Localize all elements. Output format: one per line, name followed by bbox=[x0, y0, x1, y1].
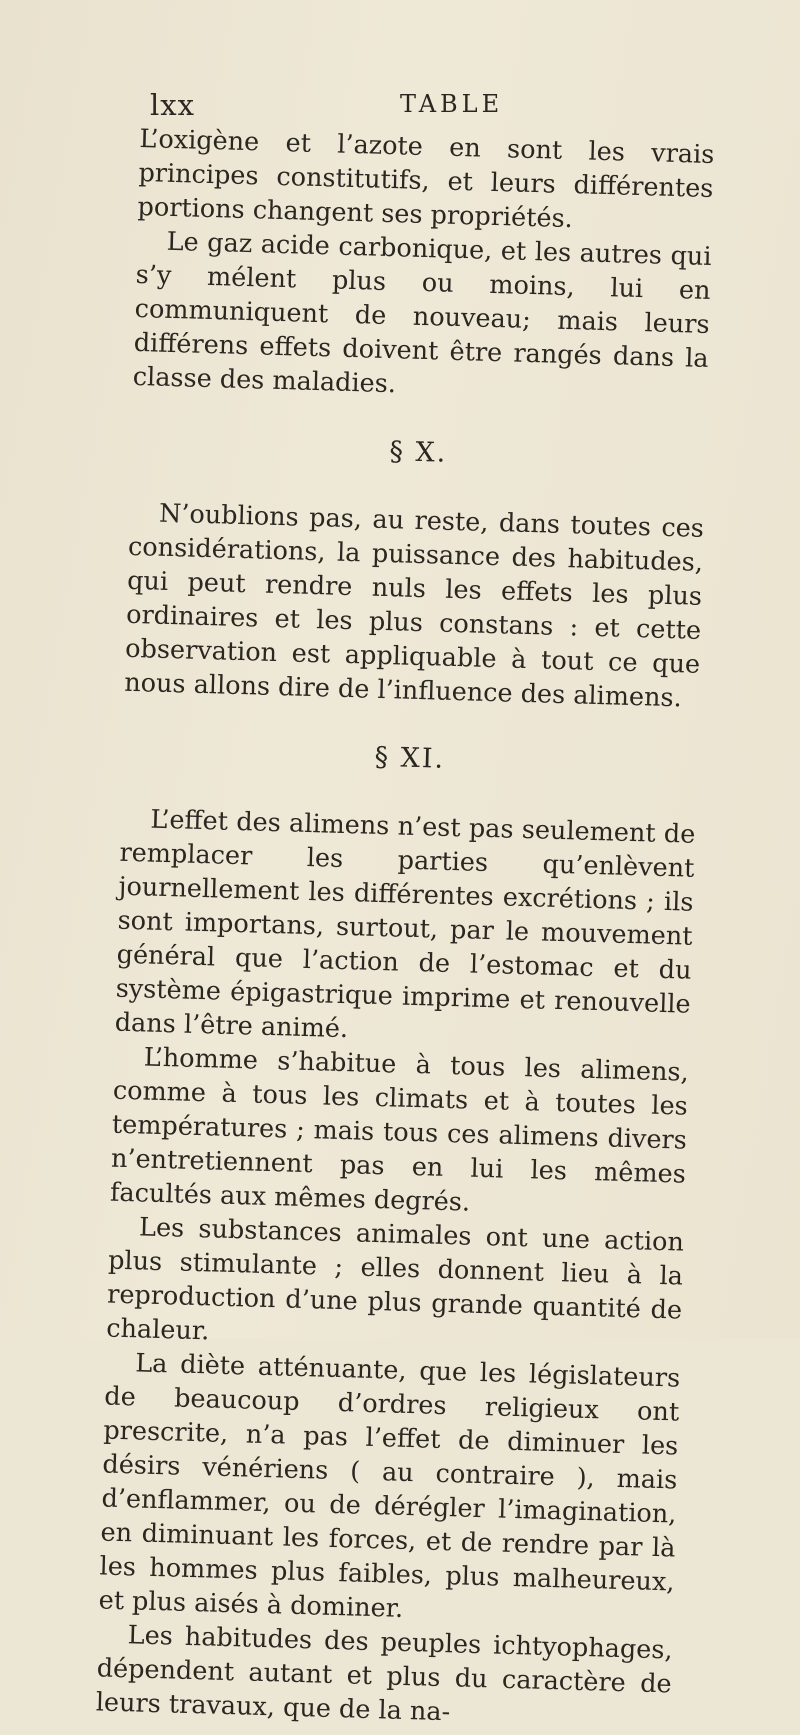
page-number: lxx bbox=[150, 88, 195, 122]
paragraph: Les substances animales ont une action plus stimulante ; elles donnent lieu à la reproduction d’une plus grande quantité de chaleur. bbox=[105, 1212, 685, 1347]
paragraph: N’oublions pas, au reste, dans toutes ces considérations, la puissance des habitudes, qui peut rendre nuls les effets les plus ordinaires et les plus constans : et cette observation est appliquable à tout ce que nous allons dire de l’influence des alimens. bbox=[123, 498, 705, 714]
paragraph: Le gaz acide carbonique, et les autres qui s’y mélent plus ou moins, lui en communiquent de nouveau; mais leurs différens effets doivent être rangés dans la classe des maladies. bbox=[132, 226, 712, 400]
section-heading-xi: § XI. bbox=[374, 741, 446, 775]
paragraph: L’oxigène et l’azote en sont les vrais principes constitutifs, et leurs différentes portions changent ses propriétés. bbox=[137, 123, 715, 235]
paragraph: L’homme s’habitue à tous les alimens, comme à tous les climats et à toutes les températures ; mais tous ces alimens divers n’entretiennent pas en lui les mêmes facultés aux mêmes degrés. bbox=[109, 1042, 690, 1218]
paragraph: La diète atténuante, que les législateurs de beaucoup d’ordres religieux ont prescrite, n’a pas l’effet de diminuer les désirs vénériens ( au contraire ), mais d’enflammer, ou de dérégler l’imagination, en diminuant les forces, et de rendre par là les hommes plus faibles, plus malheureux, et plus aisés à dominer. bbox=[98, 1348, 681, 1624]
paragraph: L’effet des alimens n’est pas seulement de remplacer les parties qu’enlèvent journellement les différentes excrétions ; ils sont importans, surtout, par le mouvement général que l’action de l’estomac et du système épigastrique imprime et renouvelle dans l’être animé. bbox=[114, 804, 696, 1045]
section-heading-x: § X. bbox=[389, 436, 448, 469]
page-header bbox=[150, 88, 710, 128]
page-body bbox=[95, 122, 714, 1735]
paragraph: Les habitudes des peuples ichtyophages, dépendent autant et plus du caractère de leurs travaux, que de la na- bbox=[95, 1620, 673, 1728]
running-title: TABLE bbox=[400, 90, 504, 118]
